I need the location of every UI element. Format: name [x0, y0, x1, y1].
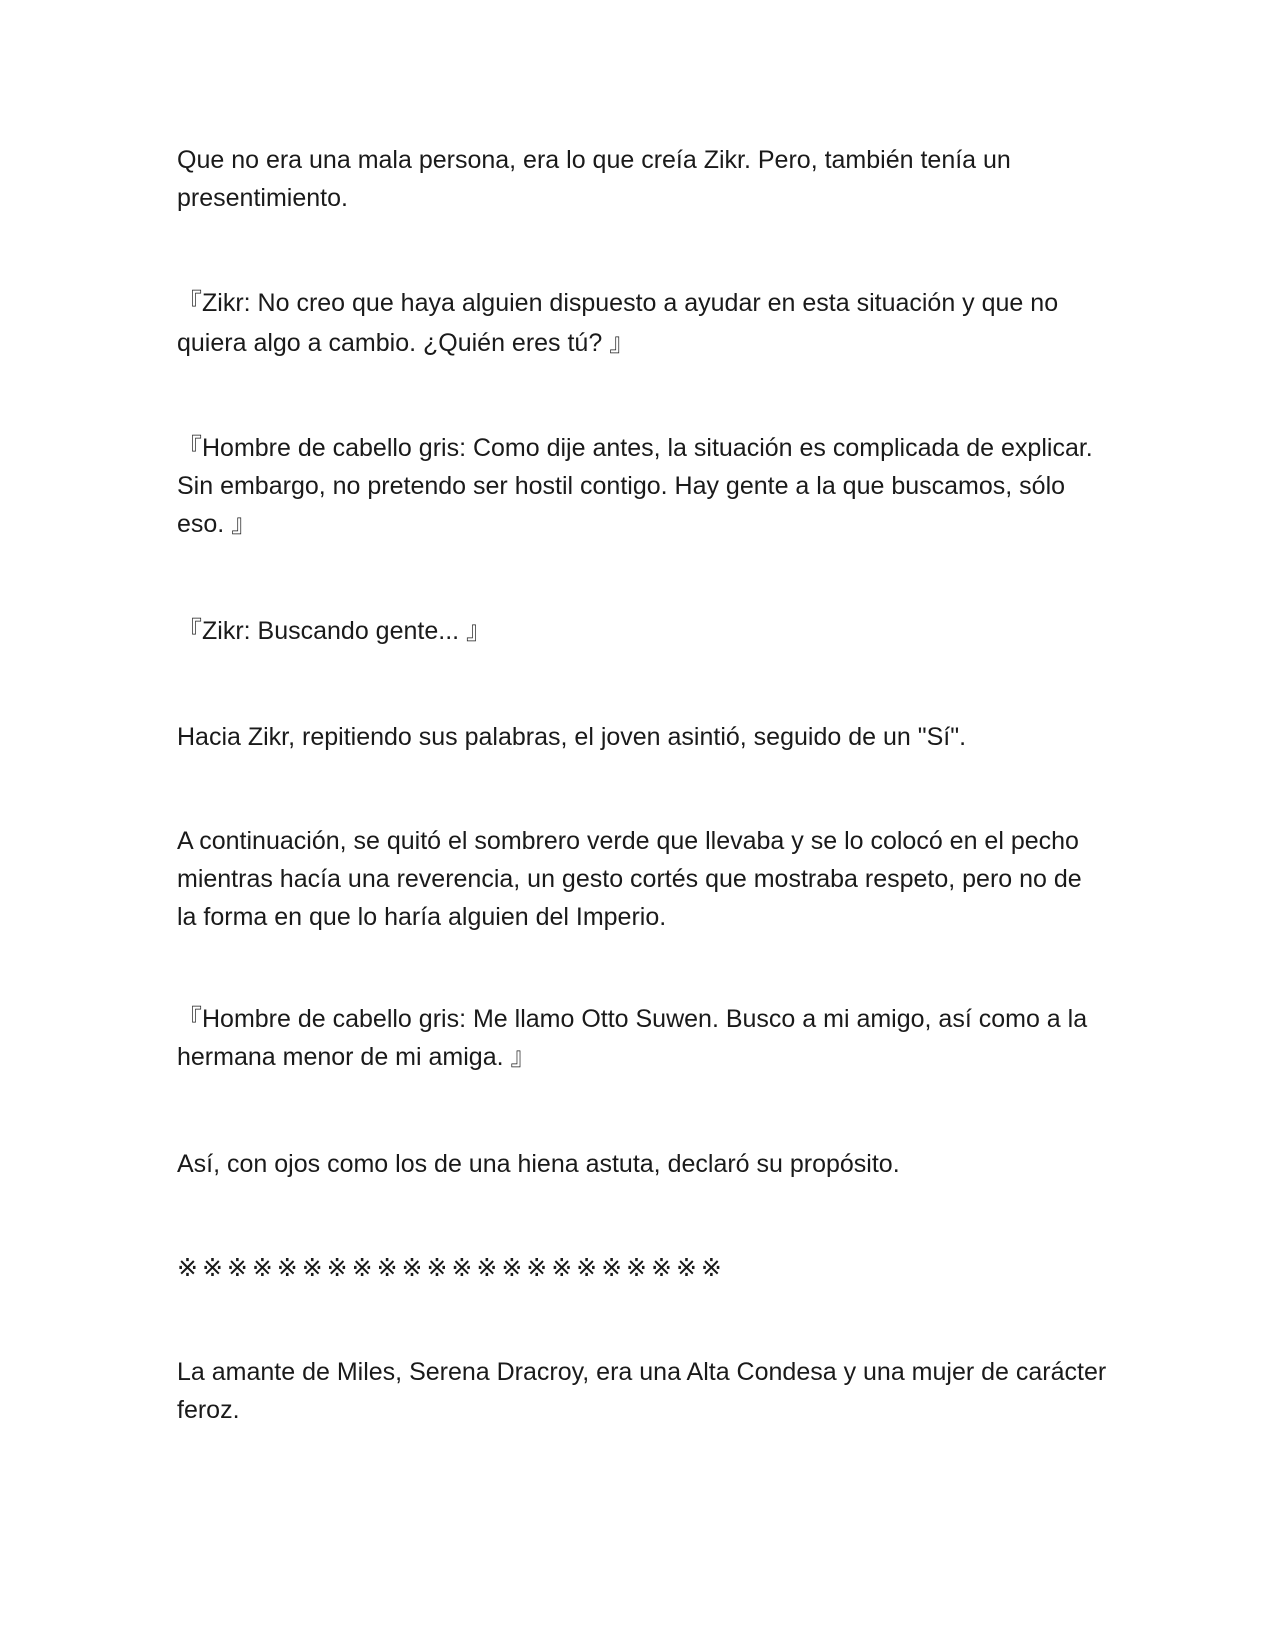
paragraph-dialog-grey-haired-1: 『Hombre de cabello gris: Como dije antes, la situación es complicada de explicar. Sin embargo, no pretendo ser hostil contigo. Hay gente a la que buscamos, sólo eso. 』	[177, 434, 1100, 538]
paragraph-narration-4: Así, con ojos como los de una hiena astuta, declaró su propósito.	[177, 1150, 900, 1178]
paragraph-narration-1: Que no era una mala persona, era lo que creía Zikr. Pero, también tenía un presentimiento.	[177, 146, 1018, 212]
paragraph-dialog-zikr-1: 『Zikr: No creo que haya alguien dispuesto a ayudar en esta situación y que no quiera algo a cambio. ¿Quién eres tú? 』	[177, 289, 1066, 357]
paragraph-dialog-zikr-2: 『Zikr: Buscando gente... 』	[177, 617, 492, 645]
paragraph-dialog-grey-haired-2: 『Hombre de cabello gris: Me llamo Otto Suwen. Busco a mi amigo, así como a la hermana menor de mi amiga. 』	[177, 1005, 1095, 1071]
scene-separator: ※※※※※※※※※※※※※※※※※※※※※※	[177, 1253, 726, 1282]
paragraph-narration-3: A continuación, se quitó el sombrero verde que llevaba y se lo colocó en el pecho mientras hacía una reverencia, un gesto cortés que mostraba respeto, pero no de la forma en que lo haría alguien del Imperio.	[177, 827, 1089, 931]
paragraph-narration-5: La amante de Miles, Serena Dracroy, era una Alta Condesa y una mujer de carácter feroz.	[177, 1358, 1114, 1424]
paragraph-narration-2: Hacia Zikr, repitiendo sus palabras, el joven asintió, seguido de un "Sí".	[177, 723, 967, 751]
